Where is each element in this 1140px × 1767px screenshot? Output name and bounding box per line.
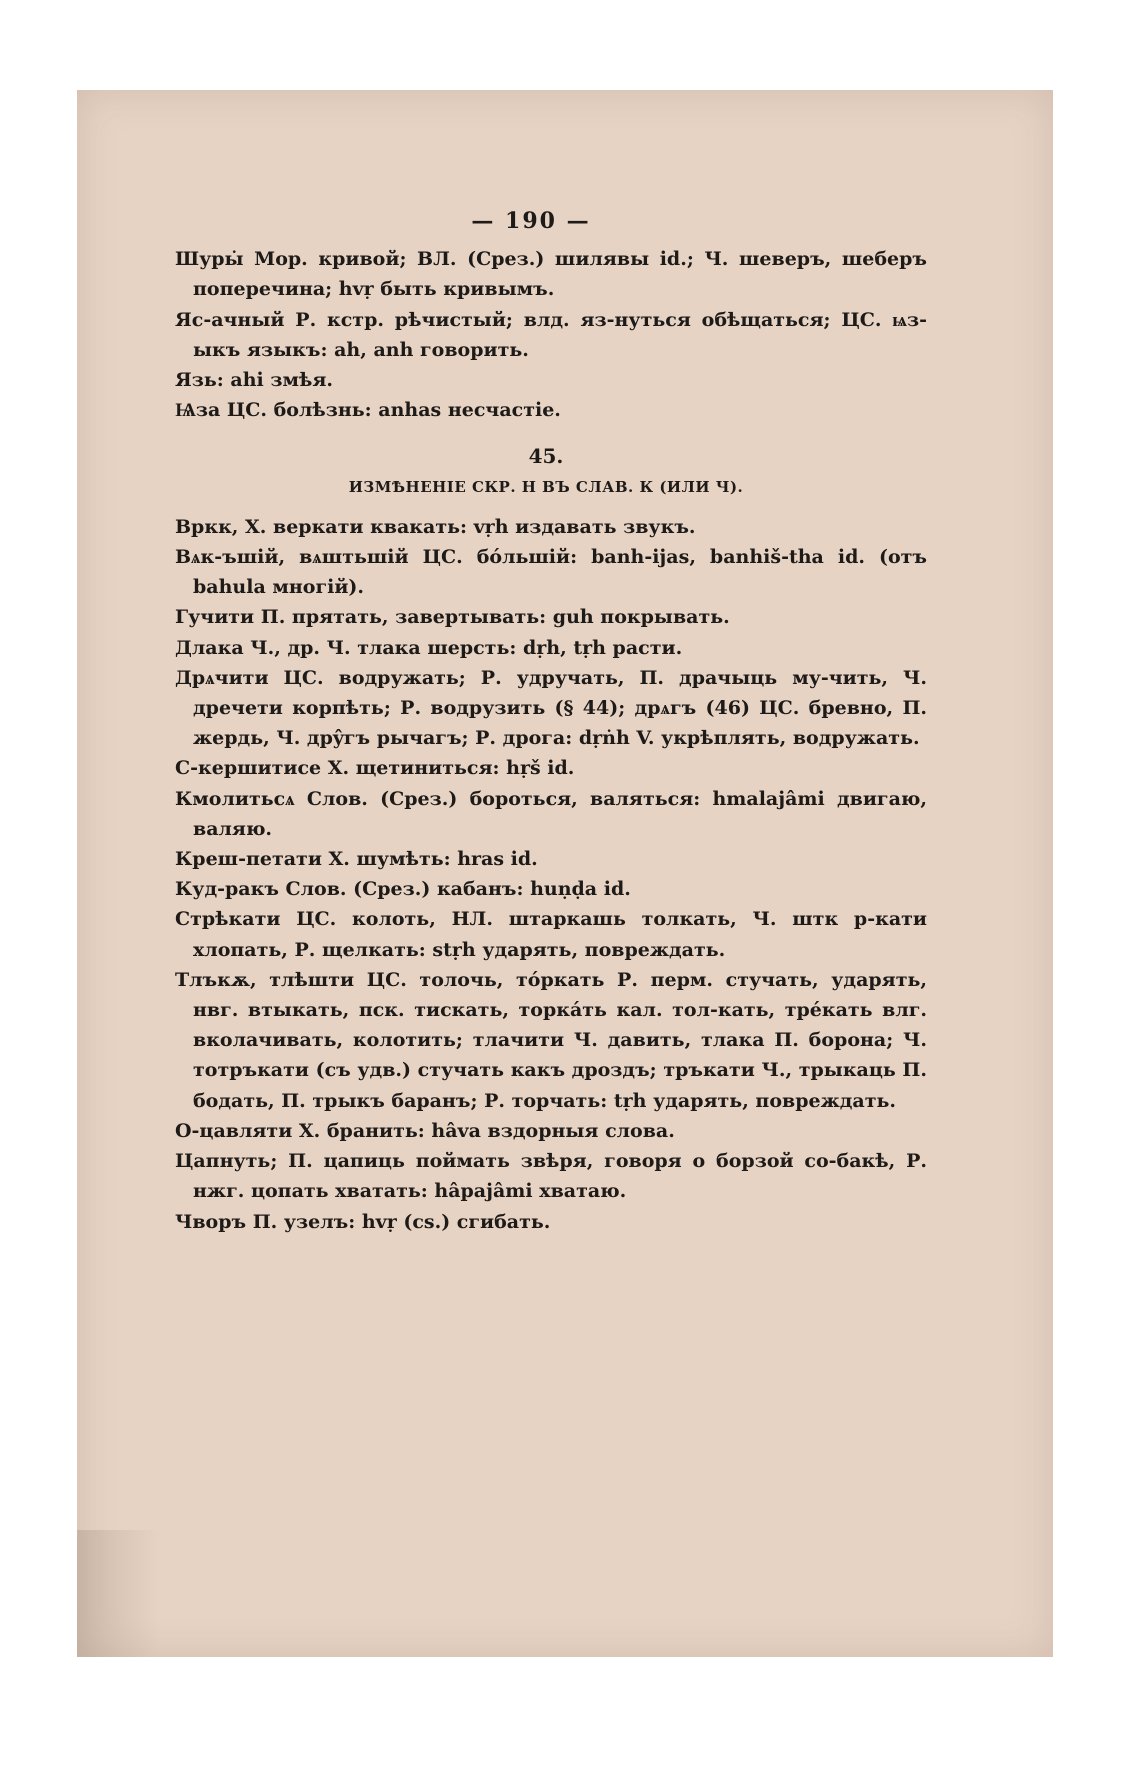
page-edge-shadow (77, 1530, 159, 1657)
dictionary-entry: Тлъкѫ, тлѣшти ЦС. толочь, тóркать Р. перм. стучать, ударять, нвг. втыкать, пск. тискать, торкáть кал. тол-кать, трéкать влг. вколачивать, колотить; тлачити Ч. давить, тлака П. борона; Ч. тотръкати (съ удв.) стучать какъ дроздъ; тръкати Ч., трыкаць П. бодать, П. трыкъ баранъ; Р. торчать: tṛh ударять, повреждать. (175, 968, 927, 1112)
dictionary-entry: Язь: ahi змѣя. (175, 369, 334, 392)
dictionary-entry: Шуры̇ Мор. кривой; ВЛ. (Срез.) шилявы id.; Ч. шеверъ, шеберъ поперечина; hvṛ быть кривымъ. (175, 248, 927, 301)
dictionary-entry: Длака Ч., др. Ч. тлака шерсть: dṛh, tṛh расти. (175, 636, 683, 659)
dictionary-entry: Цапнуть; П. цапиць поймать звѣря, говоря о борзой со-бакѣ, Р. нжг. цопать хватать: hâpajâmi хватаю. (175, 1150, 927, 1203)
dictionary-entry: Гучити П. прятать, завертывать: guh покрывать. (175, 606, 730, 629)
dictionary-entry: Яс-ачный Р. кстр. рѣчистый; влд. яз-нуться обѣщаться; ЦС. ѩз-ыкъ языкъ: ah, anh говорить. (175, 308, 927, 361)
dictionary-entry: Вѧк-ъшій, вѧштьшій ЦС. бóльшій: banh-ijas, banhiš-tha id. (отъ bahula многій). (175, 546, 927, 599)
dictionary-entry: Стрѣкати ЦС. колоть, НЛ. штаркашь толкать, Ч. штк р-кати хлопать, Р. щелкать: stṛh ударять, повреждать. (175, 908, 927, 961)
section-heading: ИЗМѢНЕНІЕ СКР. H ВЪ СЛАВ. К (ИЛИ Ч). (348, 477, 744, 496)
dictionary-entry: Кмолитьсѧ Слов. (Срез.) бороться, валяться: hmalajâmi двигаю, валяю. (175, 787, 927, 840)
page-content (175, 206, 927, 1237)
dictionary-entry: С-кершитисе Х. щетиниться: hṛš id. (175, 757, 575, 780)
dictionary-entry: О-цавляти Х. бранить: hâva вздорныя слова. (175, 1119, 675, 1142)
page-number: — 190 — (471, 208, 591, 234)
dictionary-entry: Креш-петати Х. шумѣть: hras id. (175, 848, 538, 871)
dictionary-entry: Вркк, Х. веркати квакать: vṛh издавать звукъ. (175, 515, 696, 538)
dictionary-entry: Ѩза ЦС. болѣзнь: anhas несчастіе. (175, 399, 561, 422)
dictionary-entry: Чворъ П. узелъ: hvṛ (cs.) сгибать. (175, 1210, 551, 1233)
dictionary-entry: Дрѧчити ЦС. водружать; Р. удручать, П. драчыць му-чить, Ч. дречети корпѣть; Р. водрузить (§ 44); дрѧгъ (46) ЦС. бревно, П. жердь, Ч. дрŷгъ рычагъ; Р. дрога: dṛṅh V. укрѣплять, водружать. (175, 666, 927, 750)
section-number: 45. (528, 444, 564, 469)
dictionary-entry: Куд-ракъ Слов. (Срез.) кабанъ: huṇḍa id. (175, 878, 631, 901)
